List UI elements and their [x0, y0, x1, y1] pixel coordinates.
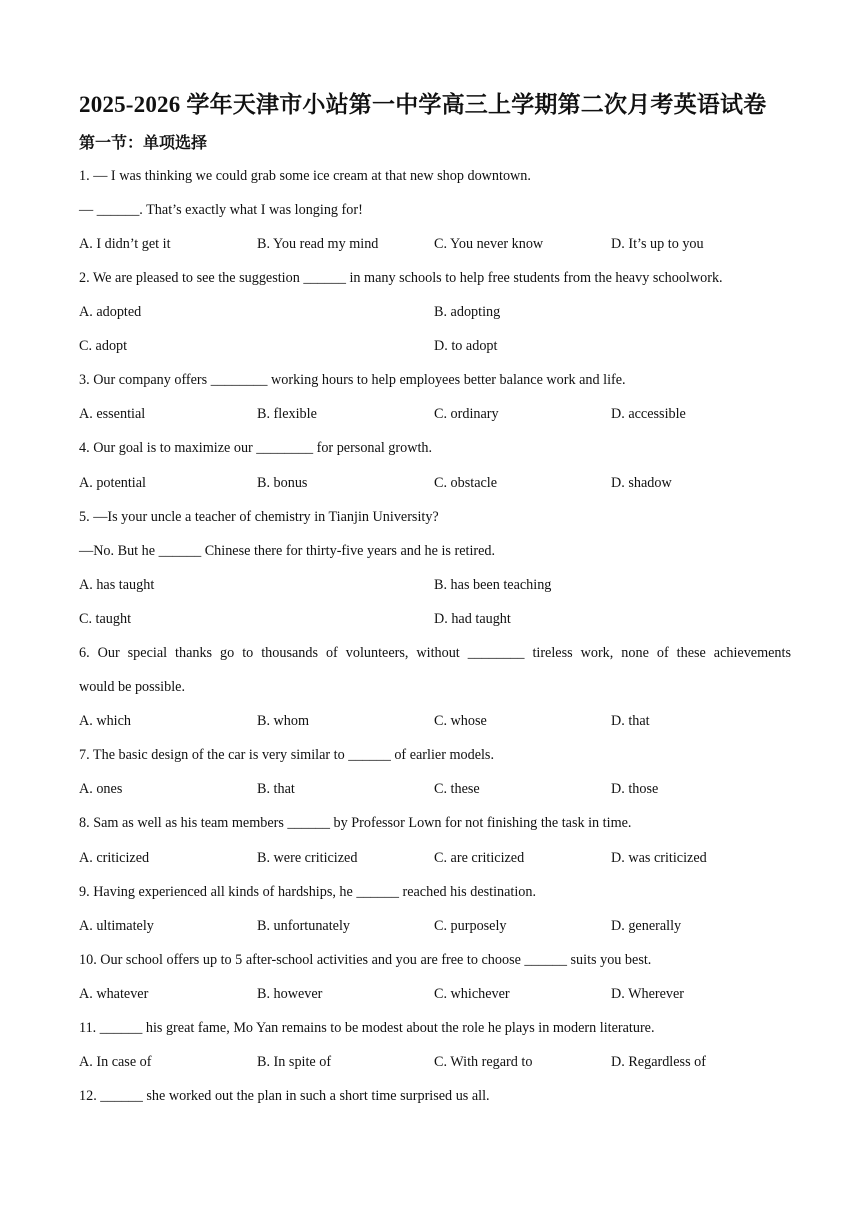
question-8-option-d: D. was criticized — [611, 850, 707, 866]
question-2-option-d: D. to adopt — [434, 338, 498, 354]
question-8-option-b: B. were criticized — [257, 850, 358, 866]
question-10-option-d: D. Wherever — [611, 986, 685, 1002]
question-9-option-c: C. purposely — [434, 918, 507, 934]
question-3-option-d: D. accessible — [611, 406, 686, 422]
question-10-option-b: B. however — [257, 986, 323, 1002]
question-11-stem: 11. ______ his great fame, Mo Yan remains to be modest about the role he plays in modern literature. — [79, 1020, 655, 1036]
question-1-option-b: B. You read my mind — [257, 236, 379, 252]
question-1-stem: 1. — I was thinking we could grab some ice cream at that new shop downtown. — [79, 168, 531, 184]
question-5-response: —No. But he ______ Chinese there for thirty-five years and he is retired. — [79, 543, 496, 559]
question-1-option-c: C. You never know — [434, 236, 544, 252]
question-3-stem: 3. Our company offers ________ working hours to help employees better balance work and life. — [79, 372, 626, 388]
question-4-stem: 4. Our goal is to maximize our ________ for personal growth. — [79, 440, 433, 456]
question-3-option-c: C. ordinary — [434, 406, 499, 422]
question-2-stem: 2. We are pleased to see the suggestion ______ in many schools to help free students from the heavy schoolwork. — [79, 270, 723, 286]
question-11-option-d: D. Regardless of — [611, 1054, 706, 1070]
question-7-option-d: D. those — [611, 781, 659, 797]
question-4-option-b: B. bonus — [257, 475, 308, 491]
question-12-stem: 12. ______ she worked out the plan in such a short time surprised us all. — [79, 1088, 490, 1104]
question-7-option-b: B. that — [257, 781, 295, 797]
question-11-option-a: A. In case of — [79, 1054, 152, 1070]
question-2-option-c: C. adopt — [79, 338, 128, 354]
question-10-stem: 10. Our school offers up to 5 after-school activities and you are free to choose ______ suits you best. — [79, 952, 652, 968]
question-11-option-c: C. With regard to — [434, 1054, 533, 1070]
question-9-option-a: A. ultimately — [79, 918, 154, 934]
question-6-option-c: C. whose — [434, 713, 487, 729]
question-5-stem: 5. —Is your uncle a teacher of chemistry in Tianjin University? — [79, 509, 439, 525]
question-9-stem: 9. Having experienced all kinds of hardships, he ______ reached his destination. — [79, 884, 537, 900]
question-5-option-d: D. had taught — [434, 611, 511, 627]
question-5-option-c: C. taught — [79, 611, 132, 627]
question-4-option-c: C. obstacle — [434, 475, 498, 491]
question-6-option-a: A. which — [79, 713, 132, 729]
question-4-option-a: A. potential — [79, 475, 146, 491]
question-6-stem: 6. Our special thanks go to thousands of volunteers, without ________ tireless work, none of these achievements — [79, 645, 791, 661]
exam-title: 2025-2026 学年天津市小站第一中学高三上学期第二次月考英语试卷 — [79, 92, 767, 117]
question-2-option-a: A. adopted — [79, 304, 142, 320]
question-1-response: — ______. That’s exactly what I was longing for! — [79, 202, 363, 218]
question-8-stem: 8. Sam as well as his team members ______ by Professor Lown for not finishing the task in time. — [79, 815, 632, 831]
question-11-option-b: B. In spite of — [257, 1054, 332, 1070]
question-4-option-d: D. shadow — [611, 475, 672, 491]
question-8-option-c: C. are criticized — [434, 850, 525, 866]
question-2-option-b: B. adopting — [434, 304, 501, 320]
question-6-option-b: B. whom — [257, 713, 310, 729]
question-10-option-c: C. whichever — [434, 986, 510, 1002]
question-7-option-c: C. these — [434, 781, 480, 797]
question-5-option-b: B. has been teaching — [434, 577, 552, 593]
question-5-option-a: A. has taught — [79, 577, 155, 593]
question-6-stem-continued: would be possible. — [79, 679, 186, 695]
question-9-option-d: D. generally — [611, 918, 682, 934]
question-7-stem: 7. The basic design of the car is very similar to ______ of earlier models. — [79, 747, 495, 763]
question-1-option-d: D. It’s up to you — [611, 236, 704, 252]
question-6-option-d: D. that — [611, 713, 650, 729]
question-7-option-a: A. ones — [79, 781, 123, 797]
question-9-option-b: B. unfortunately — [257, 918, 350, 934]
question-1-option-a: A. I didn’t get it — [79, 236, 171, 252]
question-3-option-a: A. essential — [79, 406, 146, 422]
question-8-option-a: A. criticized — [79, 850, 150, 866]
question-10-option-a: A. whatever — [79, 986, 149, 1002]
question-3-option-b: B. flexible — [257, 406, 317, 422]
section-heading: 第一节：单项选择 — [79, 135, 208, 152]
